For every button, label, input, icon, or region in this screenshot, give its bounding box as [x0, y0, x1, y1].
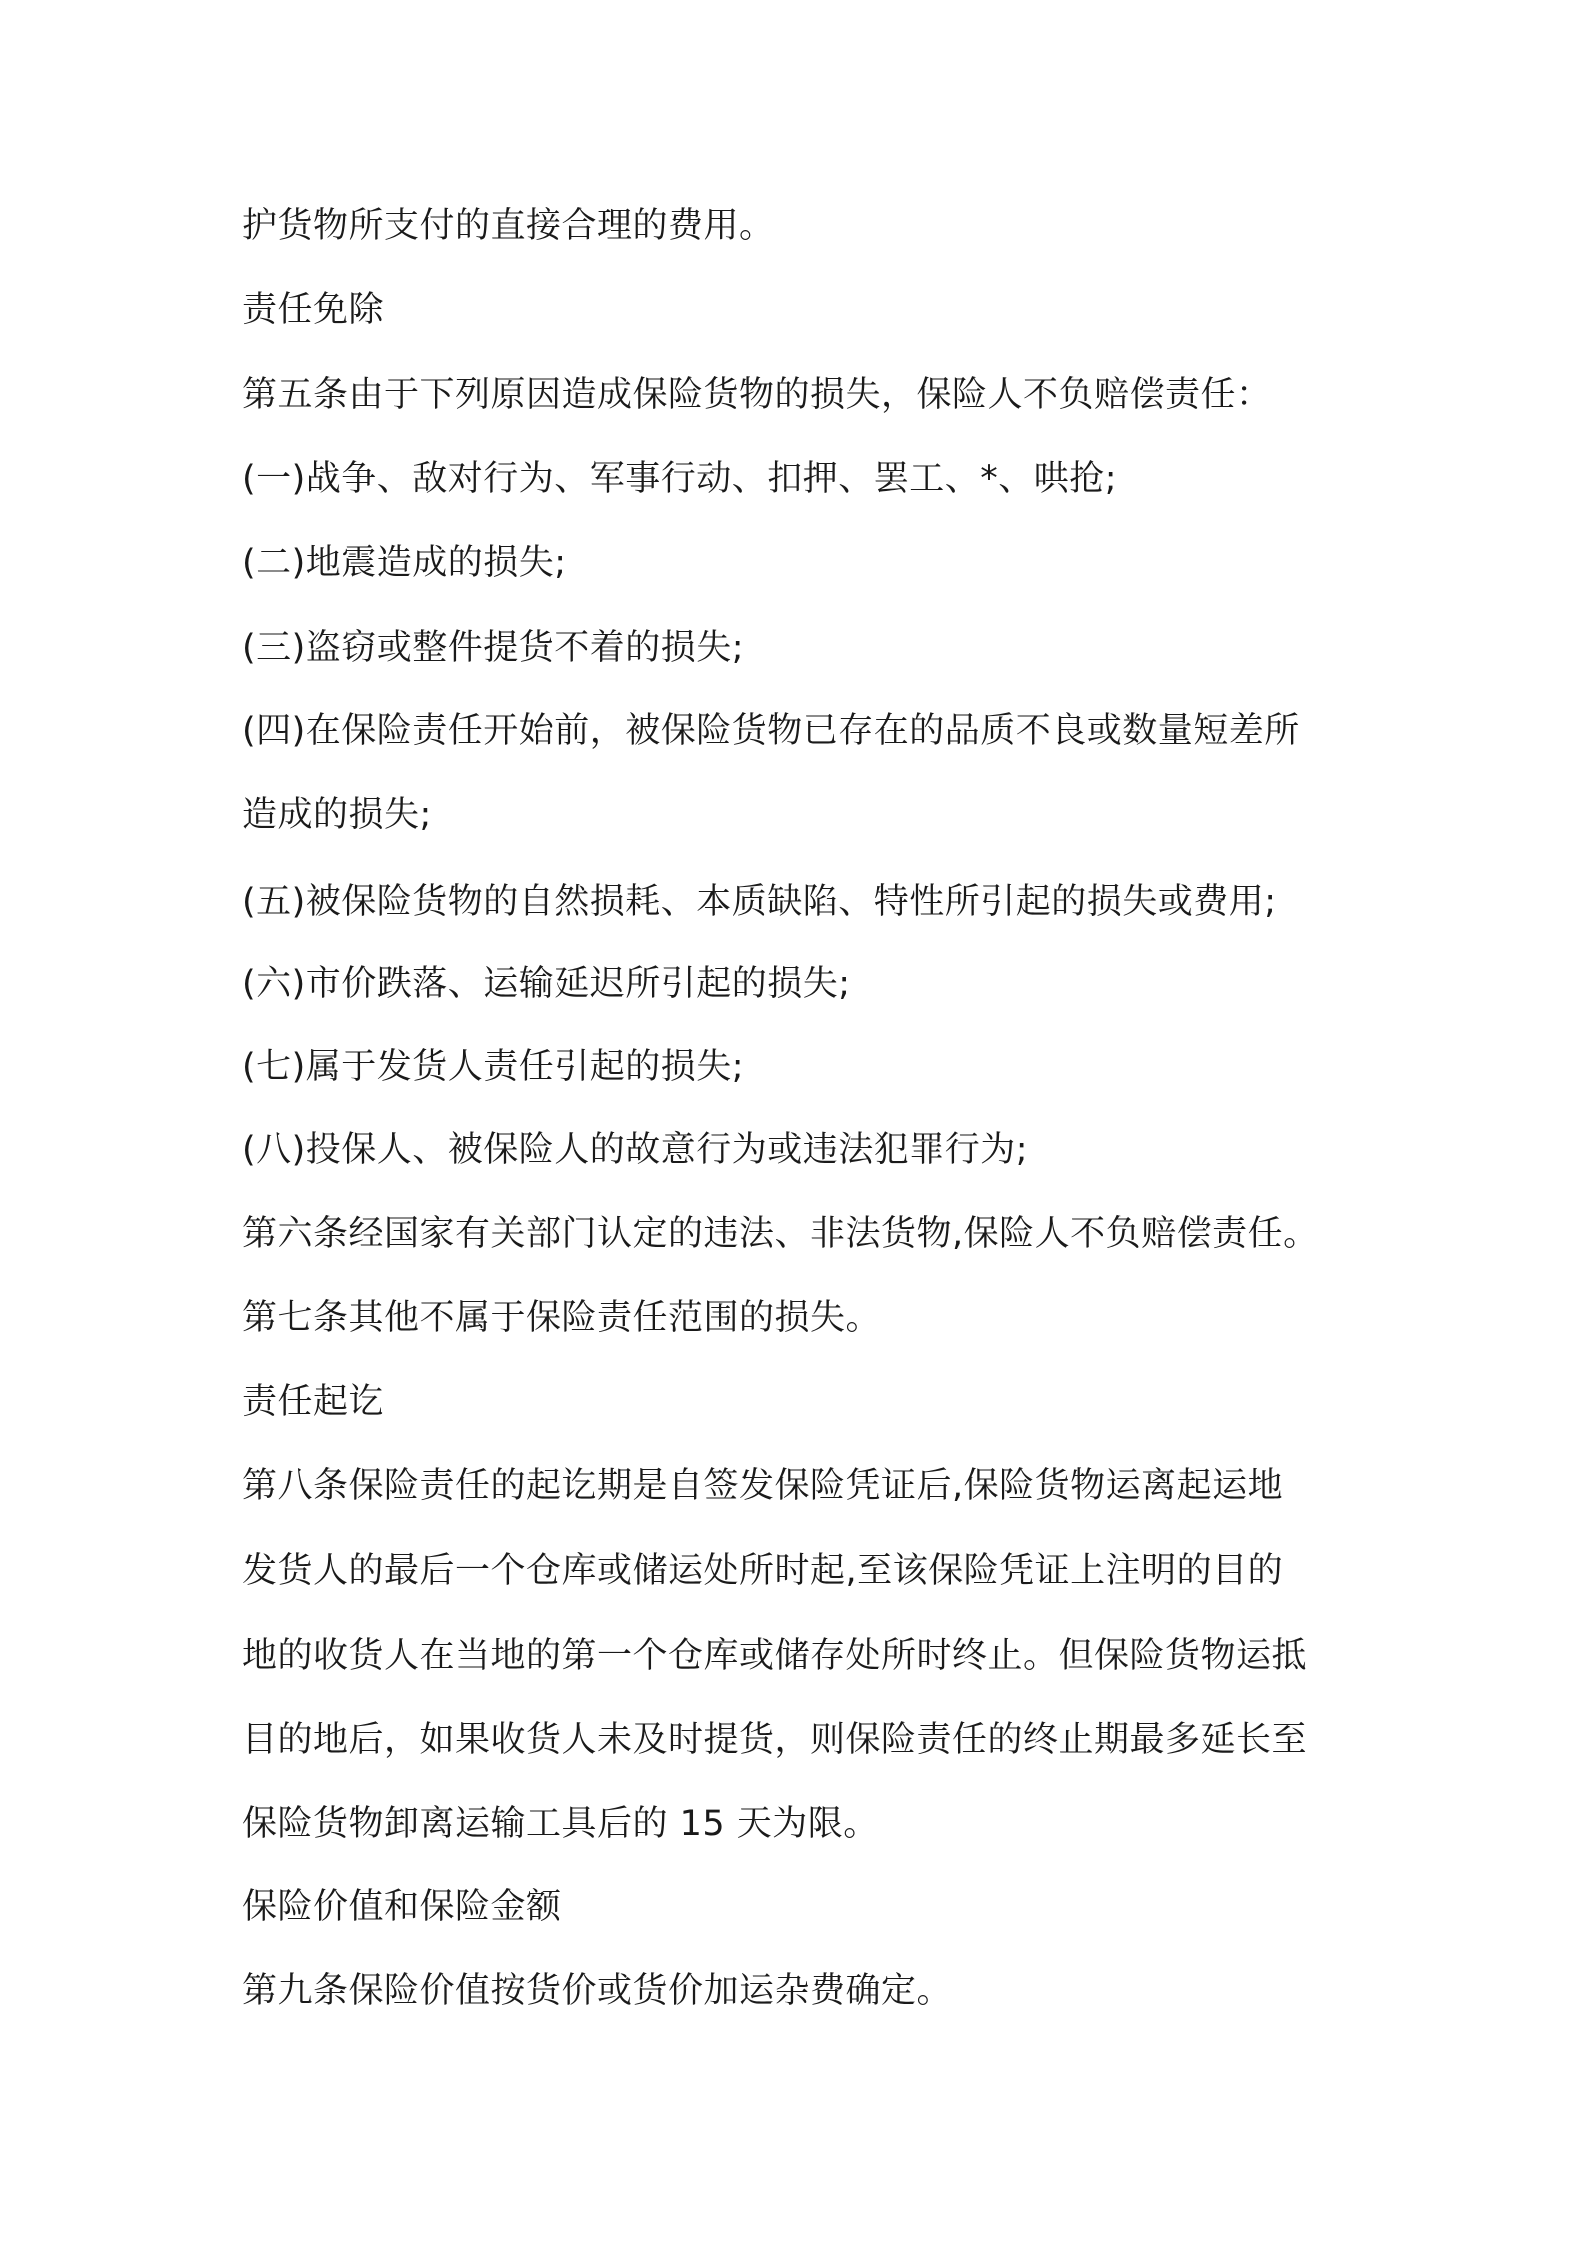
text-line: 第六条经国家有关部门认定的违法、非法货物,保险人不负赔偿责任。: [242, 1214, 1319, 1254]
list-item: (五)被保险货物的自然损耗、本质缺陷、特性所引起的损失或费用;: [242, 882, 1277, 922]
text-line: 第九条保险价值按货价或货价加运杂费确定。: [242, 1971, 953, 2011]
section-heading: 责任起讫: [242, 1382, 385, 1422]
list-item: (四)在保险责任开始前，被保险货物已存在的品质不良或数量短差所: [242, 711, 1300, 751]
list-item: (一)战争、敌对行为、军事行动、扣押、罢工、*、哄抢;: [242, 459, 1118, 499]
text-line: 第八条保险责任的起讫期是自签发保险凭证后,保险货物运离起运地: [242, 1466, 1284, 1506]
section-heading: 保险价值和保险金额: [242, 1887, 562, 1927]
text-line: 地的收货人在当地的第一个仓库或储存处所时终止。但保险货物运抵: [242, 1636, 1308, 1676]
text-line: 第五条由于下列原因造成保险货物的损失，保险人不负赔偿责任：: [242, 375, 1272, 415]
text-line: 发货人的最后一个仓库或储运处所时起,至该保险凭证上注明的目的: [242, 1551, 1284, 1591]
list-item: (六)市价跌落、运输延迟所引起的损失;: [242, 964, 851, 1004]
text-line: 保险货物卸离运输工具后的 15 天为限。: [242, 1804, 879, 1844]
text-line: 第七条其他不属于保险责任范围的损失。: [242, 1298, 882, 1338]
list-item: (七)属于发货人责任引起的损失;: [242, 1047, 745, 1087]
list-item: (八)投保人、被保险人的故意行为或违法犯罪行为;: [242, 1130, 1029, 1170]
section-heading: 责任免除: [242, 290, 385, 330]
text-line: 目的地后，如果收货人未及时提货，则保险责任的终止期最多延长至: [242, 1720, 1308, 1760]
text-line: 护货物所支付的直接合理的费用。: [242, 206, 775, 246]
list-item: (二)地震造成的损失;: [242, 543, 567, 583]
list-item: (三)盗窃或整件提货不着的损失;: [242, 628, 745, 668]
text-line: 造成的损失;: [242, 795, 432, 835]
